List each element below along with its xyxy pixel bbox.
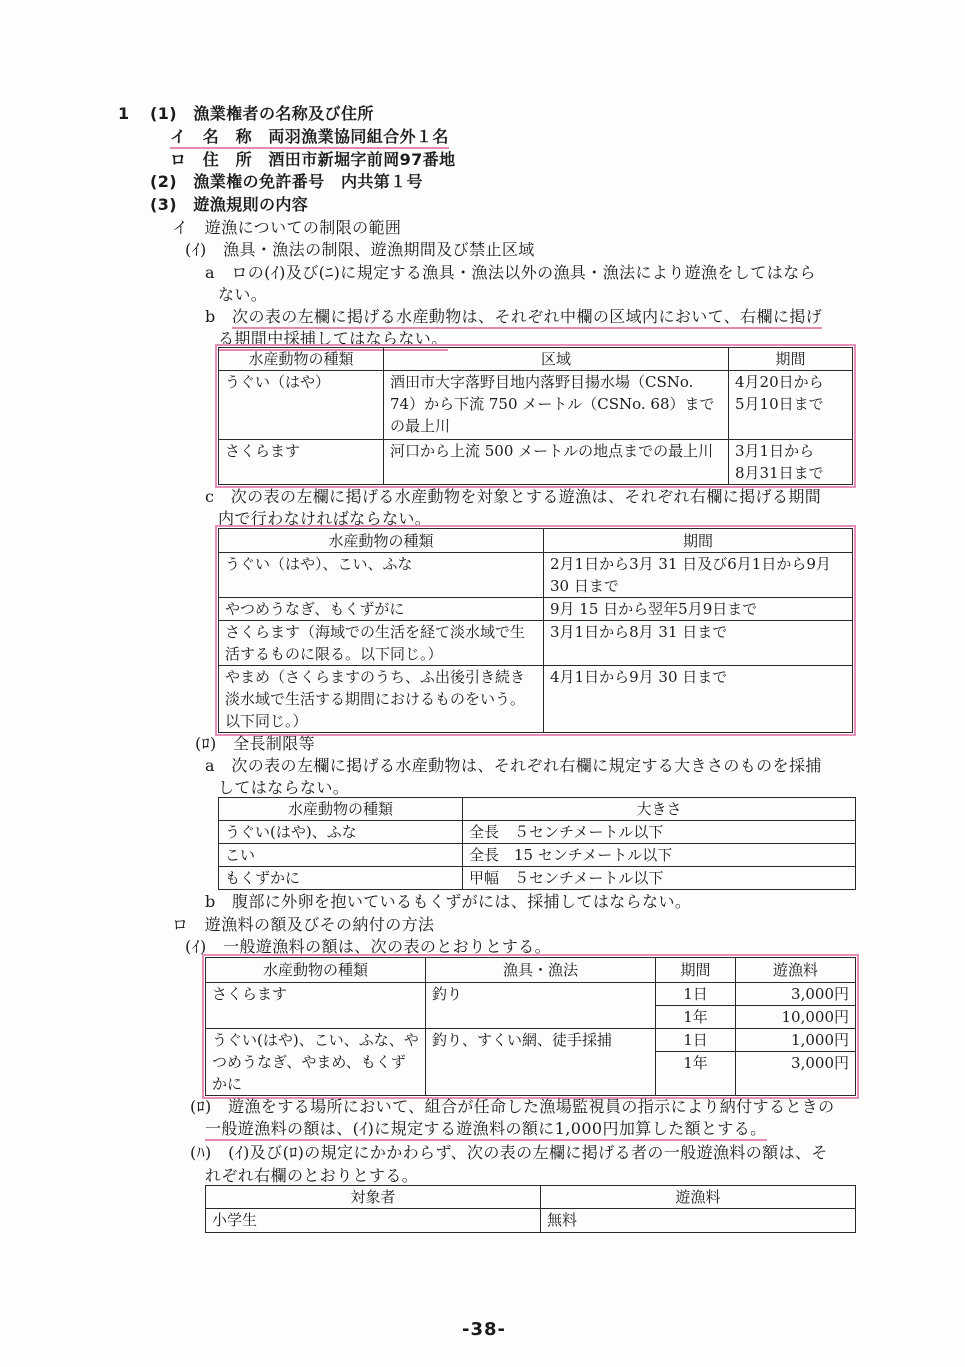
header-species: 水産動物の種類	[219, 798, 463, 821]
fee-cell: 3,000円	[736, 983, 856, 1006]
header-species: 水産動物の種類	[206, 958, 426, 983]
fees-sub-ha-line1: (ﾊ) (ｲ)及び(ﾛ)の規定にかかわらず、次の表の左欄に掲げる者の一般遊漁料の額は、そ	[190, 1143, 828, 1162]
table-row	[219, 821, 856, 844]
rights-holder-name	[170, 127, 449, 147]
method-cell: 釣り、すくい網、徒手採捕	[426, 1029, 656, 1096]
species-cell: さくらます（海域での生活を経て淡水域で生活するものに限る。以下同じ。）	[219, 621, 544, 666]
license-number: (2) 漁業権の免許番号 内共第１号	[150, 172, 423, 191]
species-cell: うぐい(はや)、ふな	[219, 821, 463, 844]
period-cell: 1日	[656, 1029, 736, 1052]
period-cell: 1年	[656, 1052, 736, 1096]
table-header-row	[206, 1186, 856, 1209]
size-limit-table	[218, 797, 856, 890]
area-cell: 酒田市大字落野目地内落野目揚水場（CSNo. 74）から下流 750 メートル（CSNo. 68）までの最上川	[384, 371, 729, 440]
table-row	[219, 440, 853, 485]
period-to: 8月31日まで	[735, 464, 824, 482]
header-fee: 遊漁料	[541, 1186, 856, 1209]
header-area: 区域	[384, 348, 729, 371]
species-cell: やまめ（さくらますのうち、ふ出後引き続き淡水域で生活する期間におけるものをいう。以下同じ。）	[219, 666, 544, 733]
period-cell: 4月1日から9月 30 日まで	[544, 666, 853, 733]
restrictions-sub-i: (ｲ) 漁具・漁法の制限、遊漁期間及び禁止区域	[185, 240, 535, 259]
fee-table	[205, 957, 856, 1096]
table-row	[219, 553, 853, 598]
table-header-row	[219, 348, 853, 371]
header-species: 水産動物の種類	[219, 529, 544, 553]
length-heading: (ﾛ) 全長制限等	[195, 734, 316, 753]
section-1-title: (1) 漁業権者の名称及び住所	[150, 104, 374, 123]
table-row	[219, 598, 853, 621]
size-cell: 全長 15 センチメートル以下	[463, 844, 856, 867]
table-row	[219, 666, 853, 733]
clause-a-line1: a ロの(ｲ)及び(ﾆ)に規定する漁具・漁法以外の漁具・漁法により遊漁をしてはなら	[205, 263, 816, 282]
period-cell: 3月1日から8月 31 日まで	[544, 621, 853, 666]
target-cell: 小学生	[206, 1209, 541, 1233]
period-to: 5月10日まで	[735, 395, 824, 413]
clause-b-line2	[218, 329, 448, 349]
table-row	[206, 1029, 856, 1052]
species-cell: うぐい(はや)、こい、ふな、やつめうなぎ、やまめ、もくずかに	[206, 1029, 426, 1096]
species-cell: こい	[219, 844, 463, 867]
length-b-line: b 腹部に外卵を抱いているもくずがには、採捕してはならない。	[205, 892, 692, 911]
table-row	[219, 621, 853, 666]
table-row	[219, 867, 856, 890]
clause-b-text-2: る期間中採捕してはならない。	[218, 329, 448, 351]
fees-sub-i: (ｲ) 一般遊漁料の額は、次の表のとおりとする。	[185, 937, 552, 956]
table-row	[206, 1209, 856, 1233]
period-cell	[729, 371, 853, 440]
header-period: 期間	[544, 529, 853, 553]
item-number: 1	[118, 104, 130, 123]
period-cell: 9月 15 日から翌年5月9日まで	[544, 598, 853, 621]
prohibited-area-table	[218, 347, 853, 485]
fees-heading: ロ 遊漁料の額及びその納付の方法	[172, 915, 435, 934]
species-cell: やつめうなぎ、もくずがに	[219, 598, 544, 621]
area-cell: 河口から上流 500 メートルの地点までの最上川	[384, 440, 729, 485]
size-cell: 全長 ５センチメートル以下	[463, 821, 856, 844]
species-cell: さくらます	[206, 983, 426, 1029]
header-period: 期間	[729, 348, 853, 371]
species-cell: うぐい（はや）	[219, 371, 384, 440]
fees-sub-ro-line1: (ﾛ) 遊漁をする場所において、組合が任命した漁場監視員の指示により納付するときの	[190, 1097, 835, 1116]
rights-holder-name-text: イ 名 称 両羽漁業協同組合外１名	[170, 127, 449, 149]
clause-a-line2: ない。	[218, 285, 268, 304]
fee-cell: 1,000円	[736, 1029, 856, 1052]
period-cell	[729, 440, 853, 485]
rules-title: (3) 遊漁規則の内容	[150, 195, 309, 214]
species-cell: さくらます	[219, 440, 384, 485]
page-number: -38-	[462, 1319, 506, 1340]
season-table	[218, 528, 853, 733]
fee-cell: 無料	[541, 1209, 856, 1233]
fees-sub-ro-line2	[205, 1119, 767, 1139]
table-header-row	[206, 958, 856, 983]
length-a-line2: してはならない。	[218, 778, 350, 797]
fee-cell: 10,000円	[736, 1006, 856, 1029]
period-cell: 1年	[656, 1006, 736, 1029]
restrictions-heading: イ 遊漁についての制限の範囲	[172, 218, 402, 237]
period-cell: 1日	[656, 983, 736, 1006]
rights-holder-address: ロ 住 所 酒田市新堀字前岡97番地	[170, 150, 456, 169]
period-from: 4月20日から	[735, 373, 824, 391]
fee-cell: 3,000円	[736, 1052, 856, 1096]
clause-b-prefix: b	[205, 307, 233, 326]
period-cell: 2月1日から3月 31 日及び6月1日から9月 30 日まで	[544, 553, 853, 598]
header-size: 大きさ	[463, 798, 856, 821]
header-method: 漁具・漁法	[426, 958, 656, 983]
header-period: 期間	[656, 958, 736, 983]
clause-b-line1	[205, 307, 822, 327]
clause-b-text: 次の表の左欄に掲げる水産動物は、それぞれ中欄の区域内において、右欄に掲げ	[232, 307, 822, 329]
header-target: 対象者	[206, 1186, 541, 1209]
clause-c-line2: 内で行わなければならない。	[218, 509, 432, 528]
table-header-row	[219, 798, 856, 821]
species-cell: うぐい（はや）、こい、ふな	[219, 553, 544, 598]
header-fee: 遊漁料	[736, 958, 856, 983]
size-cell: 甲幅 ５センチメートル以下	[463, 867, 856, 890]
clause-c-line1: c 次の表の左欄に掲げる水産動物を対象とする遊漁は、それぞれ右欄に掲げる期間	[205, 487, 822, 506]
header-species: 水産動物の種類	[219, 348, 384, 371]
fees-sub-ro-text-2: 一般遊漁料の額は、(ｲ)に規定する遊漁料の額に1,000円加算した額とする。	[205, 1119, 767, 1141]
table-row	[219, 371, 853, 440]
length-a-line1: a 次の表の左欄に掲げる水産動物は、それぞれ右欄に規定する大きさのものを採捕	[205, 756, 822, 775]
period-from: 3月1日から	[735, 442, 815, 460]
table-header-row	[219, 529, 853, 553]
method-cell: 釣り	[426, 983, 656, 1029]
exemption-table	[205, 1185, 856, 1233]
species-cell: もくずかに	[219, 867, 463, 890]
fees-sub-ha-line2: れぞれ右欄のとおりとする。	[205, 1166, 419, 1185]
table-row	[219, 844, 856, 867]
table-row	[206, 983, 856, 1006]
